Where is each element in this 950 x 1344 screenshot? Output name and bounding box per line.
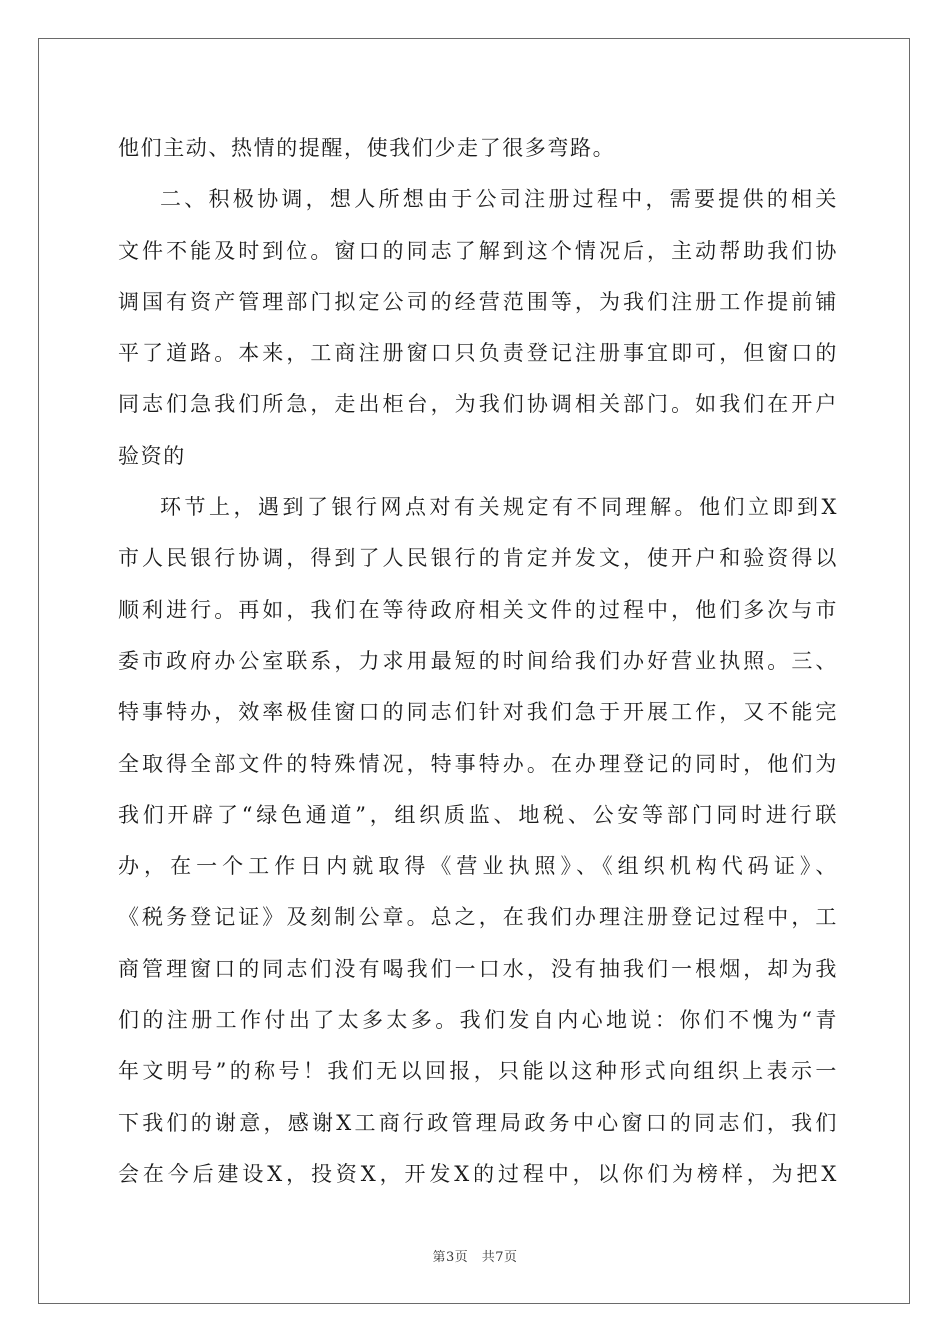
text-line: 市人民银行协调，得到了人民银行的肯定并发文，使开户和验资得以: [118, 546, 838, 571]
text-line: 下我们的谢意，感谢X工商行政管理局政务中心窗口的同志们，我们: [118, 1110, 838, 1135]
text-line: 同志们急我们所急，走出柜台，为我们协调相关部门。如我们在开户: [118, 392, 838, 417]
page-number: 第3页 共7页: [432, 1250, 518, 1265]
text-line: 会在今后建设X，投资X，开发X的过程中，以你们为榜样，为把X: [118, 1161, 838, 1186]
text-line: 他们主动、热情的提醒，使我们少走了很多弯路。: [118, 136, 616, 160]
text-line: 我们开辟了“绿色通道”，组织质监、地税、公安等部门同时进行联: [118, 802, 838, 827]
text-line: 文件不能及时到位。窗口的同志了解到这个情况后，主动帮助我们协: [118, 238, 838, 263]
text-line: 《税务登记证》及刻制公章。总之，在我们办理注册登记过程中，工: [118, 905, 838, 930]
text-line: 年文明号”的称号！我们无以回报，只能以这种形式向组织上表示一: [118, 1059, 838, 1084]
text-line: 商管理窗口的同志们没有喝我们一口水，没有抽我们一根烟，却为我: [118, 956, 838, 981]
text-line: 们的注册工作付出了太多太多。我们发自内心地说：你们不愧为“青: [118, 1008, 838, 1033]
document-body: [118, 128, 838, 1205]
text-line: 全取得全部文件的特殊情况，特事特办。在办理登记的同时，他们为: [118, 751, 838, 776]
text-line: 特事特办，效率极佳窗口的同志们针对我们急于开展工作，又不能完: [118, 700, 838, 725]
text-line: 平了道路。本来，工商注册窗口只负责登记注册事宜即可，但窗口的: [118, 341, 838, 366]
text-line: 调国有资产管理部门拟定公司的经营范围等，为我们注册工作提前铺: [118, 289, 838, 314]
text-line: 环节上，遇到了银行网点对有关规定有不同理解。他们立即到X: [160, 495, 838, 520]
text-line: 验资的: [118, 443, 186, 468]
text-line: 二、积极协调，想人所想由于公司注册过程中，需要提供的相关: [160, 187, 838, 212]
text-line: 办，在一个工作日内就取得《营业执照》、《组织机构代码证》、: [118, 854, 838, 879]
text-line: 委市政府办公室联系，力求用最短的时间给我们办好营业执照。三、: [118, 648, 838, 673]
text-line: 顺利进行。再如，我们在等待政府相关文件的过程中，他们多次与市: [118, 597, 838, 622]
